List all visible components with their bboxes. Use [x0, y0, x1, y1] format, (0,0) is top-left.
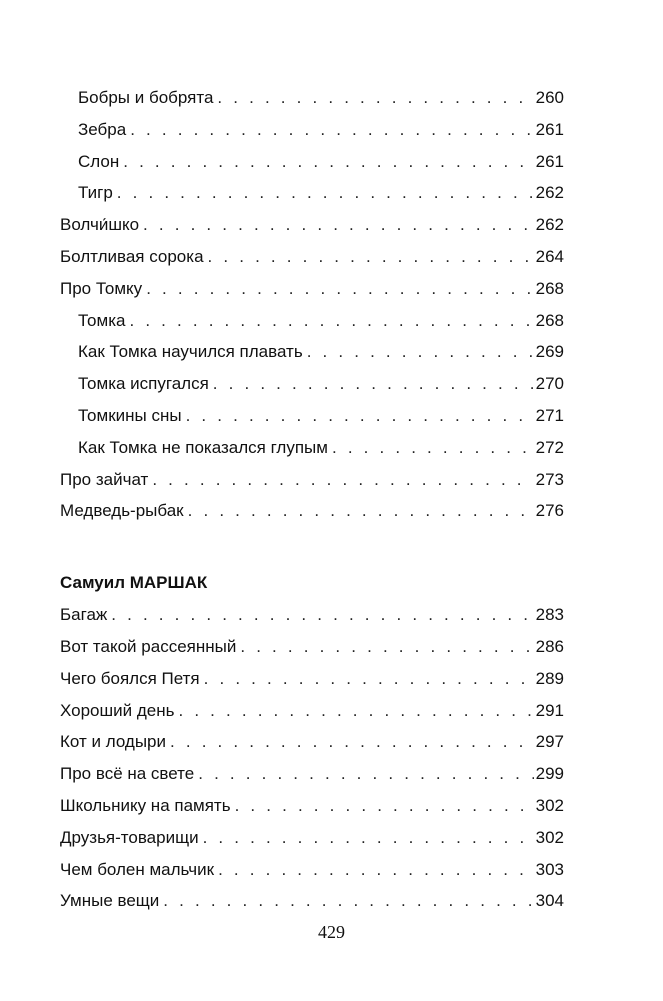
dot-leader [235, 790, 534, 822]
toc-entry [60, 464, 564, 496]
toc-entry [60, 241, 564, 273]
toc-entry [60, 209, 564, 241]
dot-leader [217, 82, 533, 114]
dot-leader [204, 663, 534, 695]
dot-leader [188, 495, 534, 527]
page-number: 429 [318, 922, 345, 942]
toc-entry [60, 336, 564, 368]
toc-entry-title: Слон [78, 151, 120, 171]
toc-entry-page: 291 [535, 700, 564, 720]
toc-entry-page: 286 [535, 636, 564, 656]
dot-leader [178, 695, 533, 727]
toc-entry-title: Хороший день [60, 700, 175, 720]
toc-entry [60, 305, 564, 337]
toc-entry [60, 114, 564, 146]
toc-entry-title: Багаж [60, 605, 108, 625]
toc-entry [60, 854, 564, 886]
toc-entry [60, 146, 564, 178]
toc-entry-title: Друзья-товарищи [60, 827, 199, 847]
toc-entry-title: Как Томка научился плавать [78, 342, 303, 362]
toc-entry-title: Медведь-рыбак [60, 501, 184, 521]
toc-entry-title: Бобры и бобрята [78, 88, 214, 107]
toc-entry-page: 261 [535, 151, 564, 171]
toc-entry-page: 268 [535, 310, 564, 330]
toc-entry-page: 276 [535, 501, 564, 521]
toc-entry-title: Как Томка не показался глупым [78, 437, 328, 457]
toc-entry-title: Вот такой рассеянный [60, 636, 237, 656]
toc-entry [60, 400, 564, 432]
toc-entry-page: 304 [535, 891, 564, 911]
toc-entry-page: 261 [535, 119, 564, 139]
toc-entry [60, 758, 564, 790]
toc-entry [60, 495, 564, 527]
dot-leader [152, 464, 533, 496]
toc-entry-title: Про зайчат [60, 469, 149, 489]
toc-entry-title: Про всё на свете [60, 764, 195, 784]
toc-entry-page: 297 [535, 732, 564, 752]
toc-entry-page: 262 [535, 183, 564, 203]
toc-entry [60, 790, 564, 822]
toc-entry-title: Болтливая сорока [60, 246, 204, 266]
toc-entry-title: Волчи́шко [60, 215, 140, 235]
section-author-heading: Самуил МАРШАК [60, 573, 208, 593]
dot-leader [146, 273, 533, 305]
toc-entry-title: Чего боялся Петя [60, 668, 200, 688]
toc-entry-page: 269 [535, 342, 564, 362]
dot-leader [123, 146, 533, 178]
table-of-contents [60, 82, 564, 917]
toc-entry [60, 82, 564, 114]
toc-entry [60, 273, 564, 305]
toc-entry-title: Зебра [78, 119, 127, 139]
toc-entry-title: Про Томку [60, 278, 143, 298]
toc-entry-page: 303 [535, 859, 564, 879]
toc-entry-page: 272 [535, 437, 564, 457]
toc-entry-page: 302 [535, 795, 564, 815]
dot-leader [130, 114, 533, 146]
toc-entry [60, 695, 564, 727]
toc-entry [60, 663, 564, 695]
toc-group-2 [60, 599, 564, 917]
toc-entry-page: 262 [535, 215, 564, 235]
dot-leader [307, 336, 534, 368]
toc-entry-title: Кот и лодыри [60, 732, 166, 752]
toc-entry-title: Чем болен мальчик [60, 859, 215, 879]
toc-entry-title: Тигр [78, 183, 113, 203]
toc-entry-page: 289 [535, 668, 564, 688]
dot-leader [203, 822, 534, 854]
toc-entry [60, 432, 564, 464]
toc-entry-page: 264 [535, 246, 564, 266]
toc-entry-page: 273 [535, 469, 564, 489]
toc-entry-page: 302 [535, 827, 564, 847]
toc-entry-title: Школьнику на память [60, 795, 231, 815]
dot-leader [186, 400, 534, 432]
toc-entry-page: 268 [535, 278, 564, 298]
toc-entry [60, 631, 564, 663]
dot-leader [218, 854, 534, 886]
toc-entry-title: Томка [78, 310, 126, 330]
toc-entry-page: 299 [535, 764, 564, 784]
toc-entry [60, 726, 564, 758]
toc-entry-page: 271 [535, 405, 564, 425]
dot-leader [208, 241, 534, 273]
dot-leader [198, 758, 533, 790]
toc-entry [60, 177, 564, 209]
toc-entry-title: Томкины сны [78, 405, 182, 425]
dot-leader [111, 599, 533, 631]
dot-leader [170, 726, 534, 758]
toc-entry [60, 599, 564, 631]
dot-leader [129, 305, 533, 337]
toc-entry-title: Томка испугался [78, 374, 209, 394]
dot-leader [117, 177, 534, 209]
toc-entry-title: Умные вещи [60, 891, 160, 911]
toc-entry-page: 283 [535, 605, 564, 625]
dot-leader [240, 631, 533, 663]
toc-entry [60, 885, 564, 917]
dot-leader [332, 432, 534, 464]
toc-entry-page: 270 [535, 374, 564, 394]
dot-leader [163, 885, 533, 917]
dot-leader [143, 209, 534, 241]
dot-leader [213, 368, 534, 400]
toc-entry-page: 260 [535, 88, 564, 107]
section-spacer [60, 527, 564, 567]
toc-group-1 [60, 82, 564, 527]
toc-entry [60, 368, 564, 400]
toc-entry [60, 822, 564, 854]
